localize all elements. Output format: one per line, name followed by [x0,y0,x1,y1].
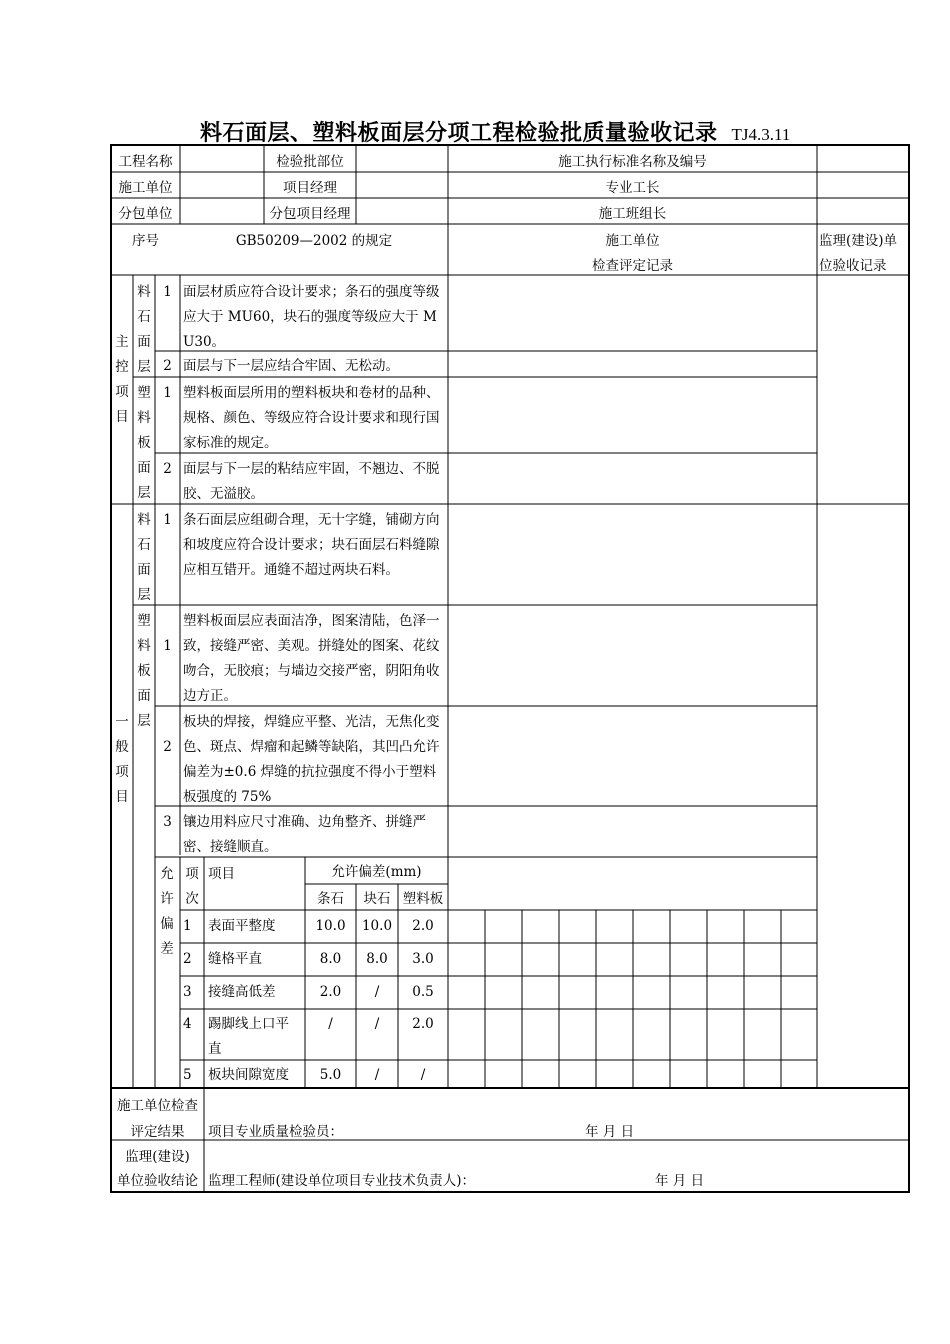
tolerance-row-stone: 10.0 [315,918,346,934]
footer-inspector: 项目专业质量检验员： [208,1124,343,1140]
general-item-text: 板块的焊接，焊缝应平整、光洁，无焦化变色、斑点、焊瘤和起鳞等缺陷，其凹凸允许偏差为±0.6 焊缝的抗拉强度不得小于塑料板强度的 75% [183,714,440,805]
tolerance-row-stone: 2.0 [319,984,342,1000]
col-contractor-unit: 施工单位 [605,233,660,249]
label-subcontractor: 分包单位 [118,206,173,222]
tolerance-row-no: 1 [183,918,192,934]
label-team-leader: 施工班组长 [598,206,667,222]
col-supervisor-1: 监理(建设)单 [819,233,898,249]
col-seq: 序号 [132,233,159,249]
tolerance-row-stone: / [328,1016,333,1032]
label-inspection-part: 检验批部位 [276,154,344,170]
general-item-text: 镶边用料应尺寸准确、边角整齐、拼缝严密、接缝顺直。 [183,814,426,855]
label-project-manager: 项目经理 [283,180,337,196]
footer-date2: 年 月 日 [655,1173,705,1189]
general-item-text: 条石面层应组砌合理，无十字缝，铺砌方向和坡度应符合设计要求；块石面层石料缝隙应相互错开。通缝不超过两块石料。 [183,512,440,578]
label-sub-pm: 分包项目经理 [269,206,351,222]
general-item-no: 1 [163,638,172,654]
main-item-no: 2 [163,358,172,374]
main-item-text: 面层材质应符合设计要求；条石的强度等级应大于 MU60，块石的强度等级应大于 MU30。 [183,284,440,350]
tolerance-row-item: 板块间隙宽度 [208,1067,289,1083]
label-project-name: 工程名称 [118,154,173,170]
general-plastic-label: 塑料板面层 [137,613,151,729]
tolerance-col-plastic: 塑料板 [402,891,444,907]
main-item-no: 1 [163,385,172,401]
main-plastic-label: 塑料板面层 [137,385,151,501]
tolerance-col-dev: 允许偏差(mm) [331,864,422,880]
general-item-text: 塑料板面层应表面洁净，图案清陆，色泽一致，接缝严密、美观。拼缝处的图案、花纹吻合，无胶痕；与墙边交接严密，阴阳角收边方正。 [183,613,440,704]
main-item-text: 塑料板面层所用的塑料板块和卷材的品种、规格、颜色、等级应符合设计要求和现行国家标准的规定。 [183,385,440,451]
tolerance-row-block: / [374,1016,380,1032]
main-item-no: 2 [163,461,172,477]
tolerance-col-block: 块石 [363,891,391,907]
tolerance-row-block: / [374,1067,380,1083]
tolerance-col-item: 项目 [208,866,235,882]
general-stone-label: 料石面层 [137,512,151,603]
tolerance-row-item: 表面平整度 [208,918,276,934]
footer-check-2: 评定结果 [130,1124,185,1140]
col-supervisor-2: 位验收记录 [819,258,887,274]
col-contractor-record: 检查评定记录 [592,258,673,274]
tolerance-row-plastic: 3.0 [412,951,434,967]
form-code: TJ4.3.11 [731,125,791,144]
tolerance-label: 允许偏差 [160,866,174,957]
tolerance-row-plastic: 0.5 [412,984,434,1000]
tolerance-row-no: 5 [183,1067,192,1083]
tolerance-row-block: / [374,984,380,1000]
label-contractor: 施工单位 [118,180,173,196]
main-item-no: 1 [163,284,172,300]
footer-check-1: 施工单位检查 [117,1098,198,1114]
tolerance-row-no: 2 [183,951,192,967]
tolerance-row-stone: 5.0 [319,1067,342,1083]
main-stone-label: 料石面层 [137,284,151,375]
tolerance-row-item: 踢脚线上口平直 [208,1016,289,1057]
tolerance-row-no: 4 [183,1016,192,1032]
tolerance-row-item: 接缝高低差 [208,984,276,1000]
tolerance-col-stone: 条石 [317,891,344,907]
tolerance-row-plastic: 2.0 [412,1016,434,1032]
tolerance-row-item: 缝格平直 [208,951,262,967]
main-control-label: 主控项目 [115,334,129,425]
footer-supervisor-2: 单位验收结论 [117,1173,198,1189]
label-foreman: 专业工长 [605,180,660,196]
main-item-text: 面层与下一层应结合牢固、无松动。 [183,358,399,374]
general-item-no: 3 [163,814,172,830]
title-text: 料石面层、塑料板面层分项工程检验批质量验收记录 [200,121,718,146]
tolerance-row-no: 3 [183,984,192,1000]
general-item-no: 2 [163,739,172,755]
main-item-text: 面层与下一层的粘结应牢固，不翘边、不脱胶、无溢胶。 [183,461,440,502]
col-spec: GB50209—2002 的规定 [235,233,393,249]
label-standard: 施工执行标准名称及编号 [558,154,707,170]
tolerance-row-plastic: / [420,1067,426,1083]
tolerance-row-stone: 8.0 [319,951,342,967]
tolerance-row-plastic: 2.0 [412,918,434,934]
tolerance-row-block: 8.0 [366,951,388,967]
footer-engineer: 监理工程师(建设单位项目专业技术负责人)： [208,1173,476,1189]
footer-date: 年 月 日 [585,1124,635,1140]
general-item-no: 1 [163,512,172,528]
general-label: 一般项目 [115,714,129,805]
tolerance-row-block: 10.0 [361,918,393,934]
tolerance-col-no: 项次 [185,866,199,907]
footer-supervisor-1: 监理(建设) [125,1149,190,1165]
